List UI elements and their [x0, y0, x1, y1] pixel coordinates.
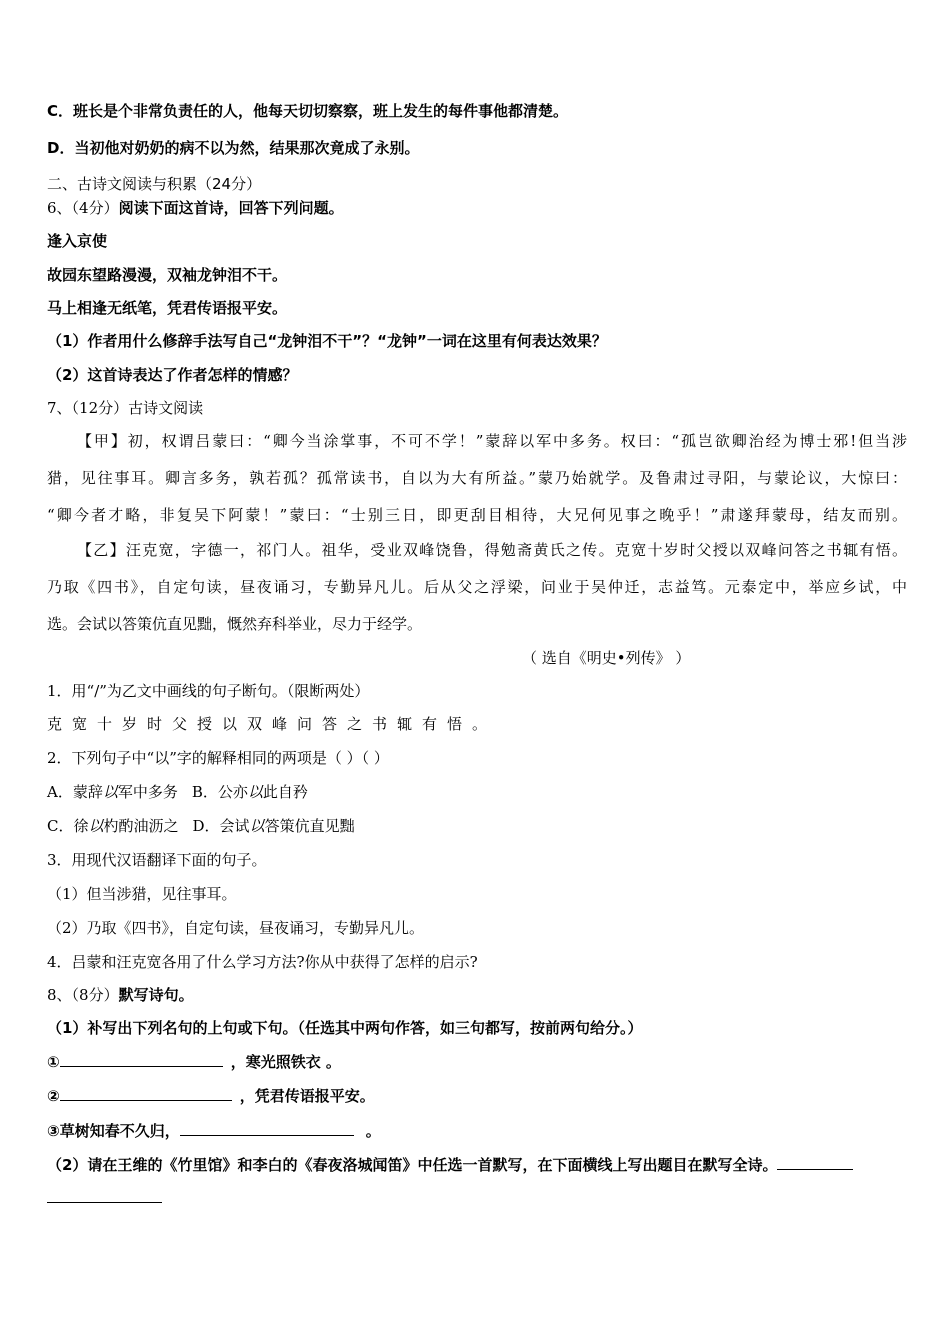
q7-sub-2-options-ab	[47, 782, 308, 802]
q8-sub-2-text: （2）请在王维的《竹里馆》和李白的《春夜洛城闻笛》中任选一首默写，在下面横线上写出题目在默写全诗。	[47, 1156, 778, 1174]
answer-blank-5[interactable]	[47, 1188, 162, 1203]
q5-option-d: D．当初他对奶奶的病不以为然，结果那次竟成了永别。	[47, 139, 420, 157]
item-2-mark: ②	[47, 1087, 60, 1105]
option-a: A．蒙辞以军中多务	[47, 783, 178, 801]
q8-item-2	[47, 1086, 375, 1106]
section2-title: 二、古诗文阅读与积累（24分）	[47, 175, 262, 193]
q7-jia-line-3: “卿今者才略，非复吴下阿蒙！”蒙曰：“士别三日，即更刮目相待，大兄何见事之晚乎！”肃遂拜蒙母，结友而别。	[47, 506, 907, 524]
q7-yi-line-3: 选。会试以答策伉直见黜，慨然弃科举业，尽力于经学。	[47, 615, 423, 633]
q6-poem-line-1: 故园东望路漫漫，双袖龙钟泪不干。	[47, 266, 288, 284]
q7-sub-1: 1．用“/”为乙文中画线的句子断句。（限断两处）	[47, 682, 370, 700]
q8-item-1	[47, 1052, 341, 1072]
q7-yi-line-2: 乃取《四书》，自定句读，昼夜诵习，专勤异凡儿。后从父之浮梁，问业于吴仲迁，志益笃。元泰定中，举应乡试，中	[47, 578, 907, 596]
item-1-mark: ①	[47, 1053, 60, 1071]
q7-stem: 7、（12分）古诗文阅读	[47, 399, 204, 417]
q7-sub-3-item-1: （1）但当涉猎，见往事耳。	[47, 885, 237, 903]
q5-option-c: C．班长是个非常负责任的人，他每天切切察察，班上发生的每件事他都清楚。	[47, 102, 569, 120]
q7-sub-4: 4．吕蒙和汪克宽各用了什么学习方法?你从中获得了怎样的启示?	[47, 953, 478, 971]
q6-sub-question-2: （2）这首诗表达了作者怎样的情感？	[47, 366, 298, 384]
answer-blank-3[interactable]	[180, 1121, 354, 1136]
option-b: B．公亦以此自矜	[191, 783, 308, 801]
q8-stem-text: 默写诗句。	[118, 986, 194, 1004]
item-3-post: 。	[365, 1122, 381, 1140]
answer-blank-4[interactable]	[777, 1155, 853, 1170]
q6-poem-title: 逢入京使	[47, 232, 108, 250]
q6-stem	[47, 198, 344, 218]
q7-sub-3-item-2: （2）乃取《四书》，自定句读，昼夜诵习，专勤异凡儿。	[47, 919, 425, 937]
q7-source: （ 选自《明史•列传》 ）	[522, 649, 691, 667]
item-3-pre: ③草树知春不久归，	[47, 1122, 180, 1140]
answer-blank-2[interactable]	[60, 1086, 232, 1101]
q7-sub-3: 3．用现代汉语翻译下面的句子。	[47, 851, 267, 869]
q7-jia-line-2: 猎，见往事耳。卿言多务，孰若孤？孤常读书，自以为大有所益。”蒙乃始就学。及鲁肃过寻阳，与蒙论议，大惊曰：	[47, 469, 907, 487]
q8-stem	[47, 985, 194, 1005]
q8-sub-2	[47, 1155, 853, 1175]
q6-poem-line-2: 马上相逢无纸笔，凭君传语报平安。	[47, 299, 288, 317]
option-c: C．徐以杓酌油沥之	[47, 817, 179, 835]
q6-stem-number: 6、（4分）	[47, 199, 119, 217]
option-d: D．会试以答策伉直见黜	[192, 817, 355, 835]
q7-jia-line-1: 【甲】初，权谓吕蒙曰：“卿今当涂掌事，不可不学！”蒙辞以军中多务。权曰：“孤岂欲卿治经为博士邪!但当涉	[77, 432, 907, 450]
q8-item-3	[47, 1121, 381, 1141]
q8-sub-1: （1）补写出下列名句的上句或下句。（任选其中两句作答，如三句都写，按前两句给分。）	[47, 1019, 643, 1037]
q7-sub-2-options-cd	[47, 816, 355, 836]
q7-sub-1-sentence: 克宽十岁时父授以双峰问答之书辄有悟。	[47, 715, 498, 733]
answer-blank-1[interactable]	[60, 1052, 223, 1067]
q6-sub-question-1: （1）作者用什么修辞手法写自己“龙钟泪不干”？“龙钟”一词在这里有何表达效果？	[47, 332, 607, 350]
item-1-text: ，寒光照铁衣 。	[230, 1053, 341, 1071]
q8-stem-number: 8、（8分）	[47, 986, 119, 1004]
q8-sub-2-continuation	[47, 1188, 162, 1208]
q6-stem-text: 阅读下面这首诗，回答下列问题。	[118, 199, 344, 217]
q7-yi-line-1: 【乙】汪克宽，字德一，祁门人。祖华，受业双峰饶鲁，得勉斋黄氏之传。克宽十岁时父授以双峰问答之书辄有悟。	[77, 541, 907, 559]
q7-sub-2: 2．下列句子中“以”字的解释相同的两项是（ ）（ ）	[47, 749, 389, 767]
item-2-text: ，凭君传语报平安。	[239, 1087, 375, 1105]
